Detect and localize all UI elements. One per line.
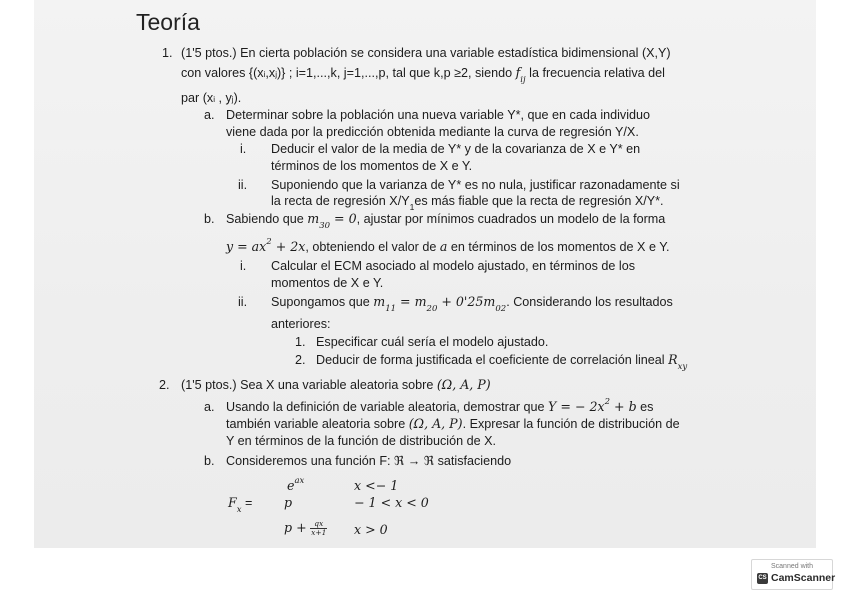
fx-case-1-condition: x <− 1 [354, 478, 399, 493]
fx-case-2-value: p [284, 495, 293, 510]
item-1b-ii-line-1: Supongamos que $m_{11} = m_{20} + 0'25m_{02}$. Considerando los resultados [271, 294, 673, 314]
watermark-caption: Scanned with [770, 563, 814, 570]
item-1a-i-label: i. [240, 142, 247, 156]
subitem-1-text: Especificar cuál sería el modelo ajustado. [316, 335, 549, 349]
item-2b-line-1: Consideremos una función F: ℜ → ℜ satisfaciendo [226, 454, 512, 468]
item-1b-i-line-1: Calcular el ECM asociado al modelo ajustado, en términos de los [271, 259, 636, 273]
problem-2-line-1: (1'5 ptos.) Sea X una variable aleatoria sobre (Ω, A, P) [181, 377, 491, 392]
item-1b-i-label: i. [240, 259, 247, 273]
fx-case-1-value: $e^{ax}$ [287, 476, 305, 493]
item-1b-i-line-2: momentos de X e Y. [271, 276, 384, 290]
page-title: Teoría [136, 9, 200, 35]
item-1a-ii-label: ii. [238, 178, 248, 192]
subitem-1-label: 1. [295, 335, 306, 349]
problem-1-number: 1. [162, 46, 173, 60]
item-1a-line-1: Determinar sobre la población una nueva variable Y*, que en cada individuo [226, 108, 651, 122]
item-1a-ii-line-1: Suponiendo que la varianza de Y* es no nula, justificar razonadamente si [271, 178, 680, 192]
item-2a-line-3: Y en términos de la función de distribución de X. [226, 434, 496, 448]
problem-1-line-3: par (xi , yj). [181, 91, 242, 105]
item-1a-label: a. [204, 108, 215, 122]
item-1b-ii-label: ii. [238, 295, 248, 309]
item-1a-line-2: viene dada por la predicción obtenida mediante la curva de regresión Y/X. [226, 125, 639, 139]
item-2a-line-1: Usando la definición de variable aleatoria, demostrar que Y = − $2x^2 + b$ es [226, 397, 654, 414]
item-2b-label: b. [204, 454, 215, 468]
watermark-brand: CamScanner [771, 572, 836, 584]
item-1a-i-line-2: términos de los momentos de X e Y. [271, 159, 473, 173]
item-2a-label: a. [204, 400, 215, 414]
item-1b-line-1: Sabiendo que $m_{30} = 0$, ajustar por mínimos cuadrados un modelo de la forma [226, 211, 666, 231]
item-1b-label: b. [204, 212, 215, 226]
fx-case-3-condition: x > 0 [354, 522, 388, 537]
fx-case-2-condition: − 1 < x < 0 [354, 495, 429, 510]
fx-case-3-value: p + $\frac{qx}{x+1}$ [284, 519, 327, 538]
problem-1-line-1: (1'5 ptos.) En cierta población se considera una variable estadística bidimensional (X,Y) [181, 46, 671, 60]
item-1b-line-2: $y = ax^2 + 2x$, obteniendo el valor de a en términos de los momentos de X e Y. [226, 237, 670, 254]
problem-1-line-2: con valores {(xi,xj)} ; i=1,...,k, j=1,...,p, tal que k,p ≥2, siendo $f_{ij}$ la frecuencia relativa del [181, 65, 665, 85]
fij-symbol: f [515, 65, 521, 80]
camscanner-logo-icon: CS [757, 573, 768, 584]
fx-lhs: $F_x$ = [228, 495, 253, 515]
fraction: $\frac{qx}{x+1}$ [311, 519, 327, 538]
item-1a-i-line-1: Deducir el valor de la media de Y* y de la covarianza de X e Y* en [271, 142, 641, 156]
subitem-2-text: Deducir de forma justificada el coeficiente de correlación lineal $R_{xy}$ [316, 352, 688, 372]
problem-2-number: 2. [159, 378, 170, 392]
camscanner-watermark [751, 559, 836, 590]
item-1b-ii-line-2: anteriores: [271, 317, 331, 331]
item-1a-ii-line-2: la recta de regresión $X/Y_1es$ más fiable que la recta de regresión X/Y*. [271, 194, 664, 212]
item-2a-line-2: también variable aleatoria sobre (Ω, A, P). Expresar la función de distribución de [226, 416, 680, 431]
subitem-2-label: 2. [295, 353, 306, 367]
